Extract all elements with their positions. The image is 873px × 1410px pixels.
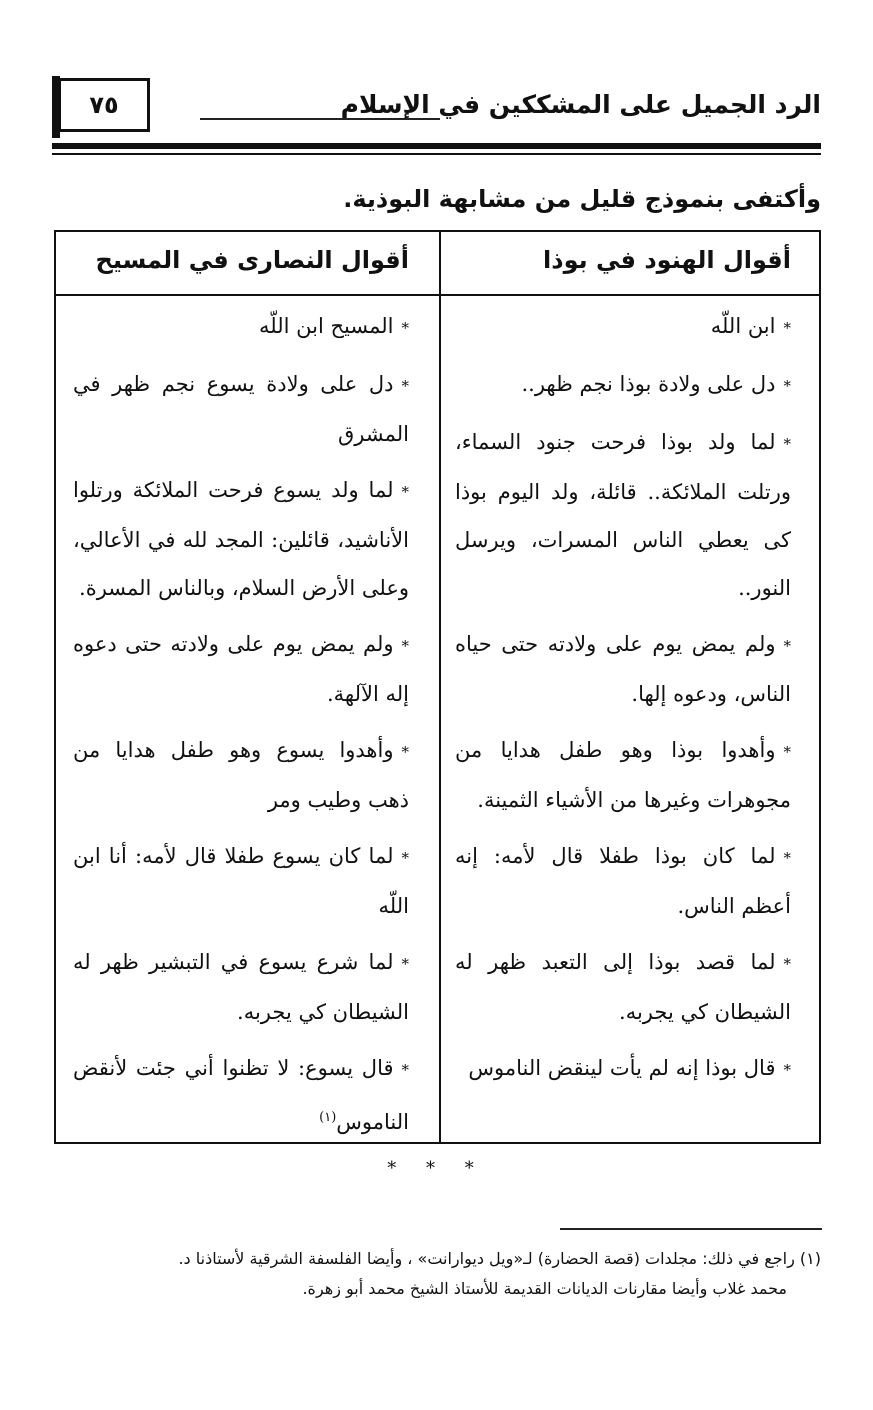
bullet-star: * xyxy=(783,319,791,337)
column-header-christians: أقوال النصارى في المسيح xyxy=(95,246,409,274)
bullet-star: * xyxy=(783,435,791,453)
column-hindus-sayings xyxy=(455,302,791,1102)
christian-saying-item xyxy=(73,620,409,718)
christian-saying-item xyxy=(73,938,409,1036)
hindu-saying-item xyxy=(455,360,791,410)
bullet-star: * xyxy=(783,637,791,655)
christian-saying-item xyxy=(73,726,409,824)
bullet-star: * xyxy=(401,1061,409,1079)
hindu-saying-item-text: لما قصد بوذا إلى التعبد ظهر له الشيطان كي يجربه. xyxy=(455,950,791,1024)
bullet-star: * xyxy=(783,743,791,761)
hindu-saying-item xyxy=(455,726,791,824)
bullet-star: * xyxy=(401,743,409,761)
christian-saying-item xyxy=(73,1044,409,1146)
hindu-saying-item xyxy=(455,302,791,352)
bullet-star: * xyxy=(783,377,791,395)
hindu-saying-item-text: لما كان بوذا طفلا قال لأمه: إنه أعظم الناس. xyxy=(455,844,791,918)
christian-saying-item-text: لما كان يسوع طفلا قال لأمه: أنا ابن اللّه xyxy=(73,844,409,918)
christian-saying-item-text: دل على ولادة يسوع نجم ظهر في المشرق xyxy=(73,372,409,446)
column-christians-sayings xyxy=(73,302,409,1154)
hindu-saying-item-text: قال بوذا إنه لم يأت لينقض الناموس xyxy=(468,1056,776,1080)
column-header-hindus: أقوال الهنود في بوذا xyxy=(543,246,791,274)
hindu-saying-item-text: وأهدوا بوذا وهو طفل هدايا من مجوهرات وغيرها من الأشياء الثمينة. xyxy=(455,738,791,812)
running-header-title: الرد الجميل على المشككين في الإسلام xyxy=(340,90,821,119)
header-rule xyxy=(200,118,440,120)
christian-saying-item-text: لما شرع يسوع في التبشير ظهر له الشيطان كي يجربه. xyxy=(73,950,409,1024)
hindu-saying-item xyxy=(455,418,791,612)
bullet-star: * xyxy=(783,849,791,867)
footnote-line-1: (١) راجع في ذلك: مجلدات (قصة الحضارة) لـ«ويل ديوارانت» ، وأيضا الفلسفة الشرقية لأستاذنا د. xyxy=(178,1249,821,1268)
christian-saying-item xyxy=(73,832,409,930)
footnote-line-2: محمد غلاب وأيضا مقارنات الديانات القديمة للأستاذ الشيخ محمد أبو زهرة. xyxy=(302,1279,787,1298)
bullet-star: * xyxy=(783,1061,791,1079)
christian-saying-item xyxy=(73,302,409,352)
bullet-star: * xyxy=(401,849,409,867)
hindu-saying-item xyxy=(455,938,791,1036)
christian-saying-item xyxy=(73,360,409,458)
christian-saying-item-text: وأهدوا يسوع وهو طفل هدايا من ذهب وطيب ومر xyxy=(73,738,409,812)
bullet-star: * xyxy=(401,637,409,655)
header-divider-thin xyxy=(52,153,821,155)
christian-saying-item-text: قال يسوع: لا تظنوا أني جئت لأنقض الناموس xyxy=(73,1056,409,1134)
hindu-saying-item-text: دل على ولادة بوذا نجم ظهر.. xyxy=(521,372,776,396)
bullet-star: * xyxy=(401,483,409,501)
header-divider-thick xyxy=(52,143,821,149)
header-row-rule xyxy=(56,294,819,296)
footnote-reference[interactable]: (١) xyxy=(319,1110,337,1125)
section-separator: * * * xyxy=(387,1158,486,1179)
hindu-saying-item-text: ابن اللّه xyxy=(710,314,776,338)
bullet-star: * xyxy=(783,955,791,973)
footnote xyxy=(41,1244,821,1304)
christian-saying-item-text: المسيح ابن اللّه xyxy=(259,314,394,338)
hindu-saying-item xyxy=(455,620,791,718)
column-divider xyxy=(439,232,441,1142)
bullet-star: * xyxy=(401,955,409,973)
bullet-star: * xyxy=(401,377,409,395)
christian-saying-item xyxy=(73,466,409,612)
hindu-saying-item-text: ولم يمض يوم على ولادته حتى حياه الناس، ودعوه إلها. xyxy=(455,632,791,706)
hindu-saying-item xyxy=(455,1044,791,1094)
intro-sentence: وأكتفى بنموذج قليل من مشابهة البوذية. xyxy=(343,185,821,213)
hindu-saying-item xyxy=(455,832,791,930)
christian-saying-item-text: ولم يمض يوم على ولادته حتى دعوه إله الآلهة. xyxy=(73,632,409,706)
comparison-table xyxy=(54,230,821,1144)
bullet-star: * xyxy=(401,319,409,337)
hindu-saying-item-text: لما ولد بوذا فرحت جنود السماء، ورتلت الملائكة.. قائلة، ولد اليوم بوذا كى يعطي الناس المسرات، ويرسل النور.. xyxy=(455,430,791,600)
christian-saying-item-text: لما ولد يسوع فرحت الملائكة ورتلوا الأناشيد، قائلين: المجد لله في الأعالي، وعلى الأرض السلام، وبالناس المسرة. xyxy=(73,478,409,600)
footnote-rule xyxy=(560,1228,822,1230)
page-number: ٧٥ xyxy=(58,78,150,132)
